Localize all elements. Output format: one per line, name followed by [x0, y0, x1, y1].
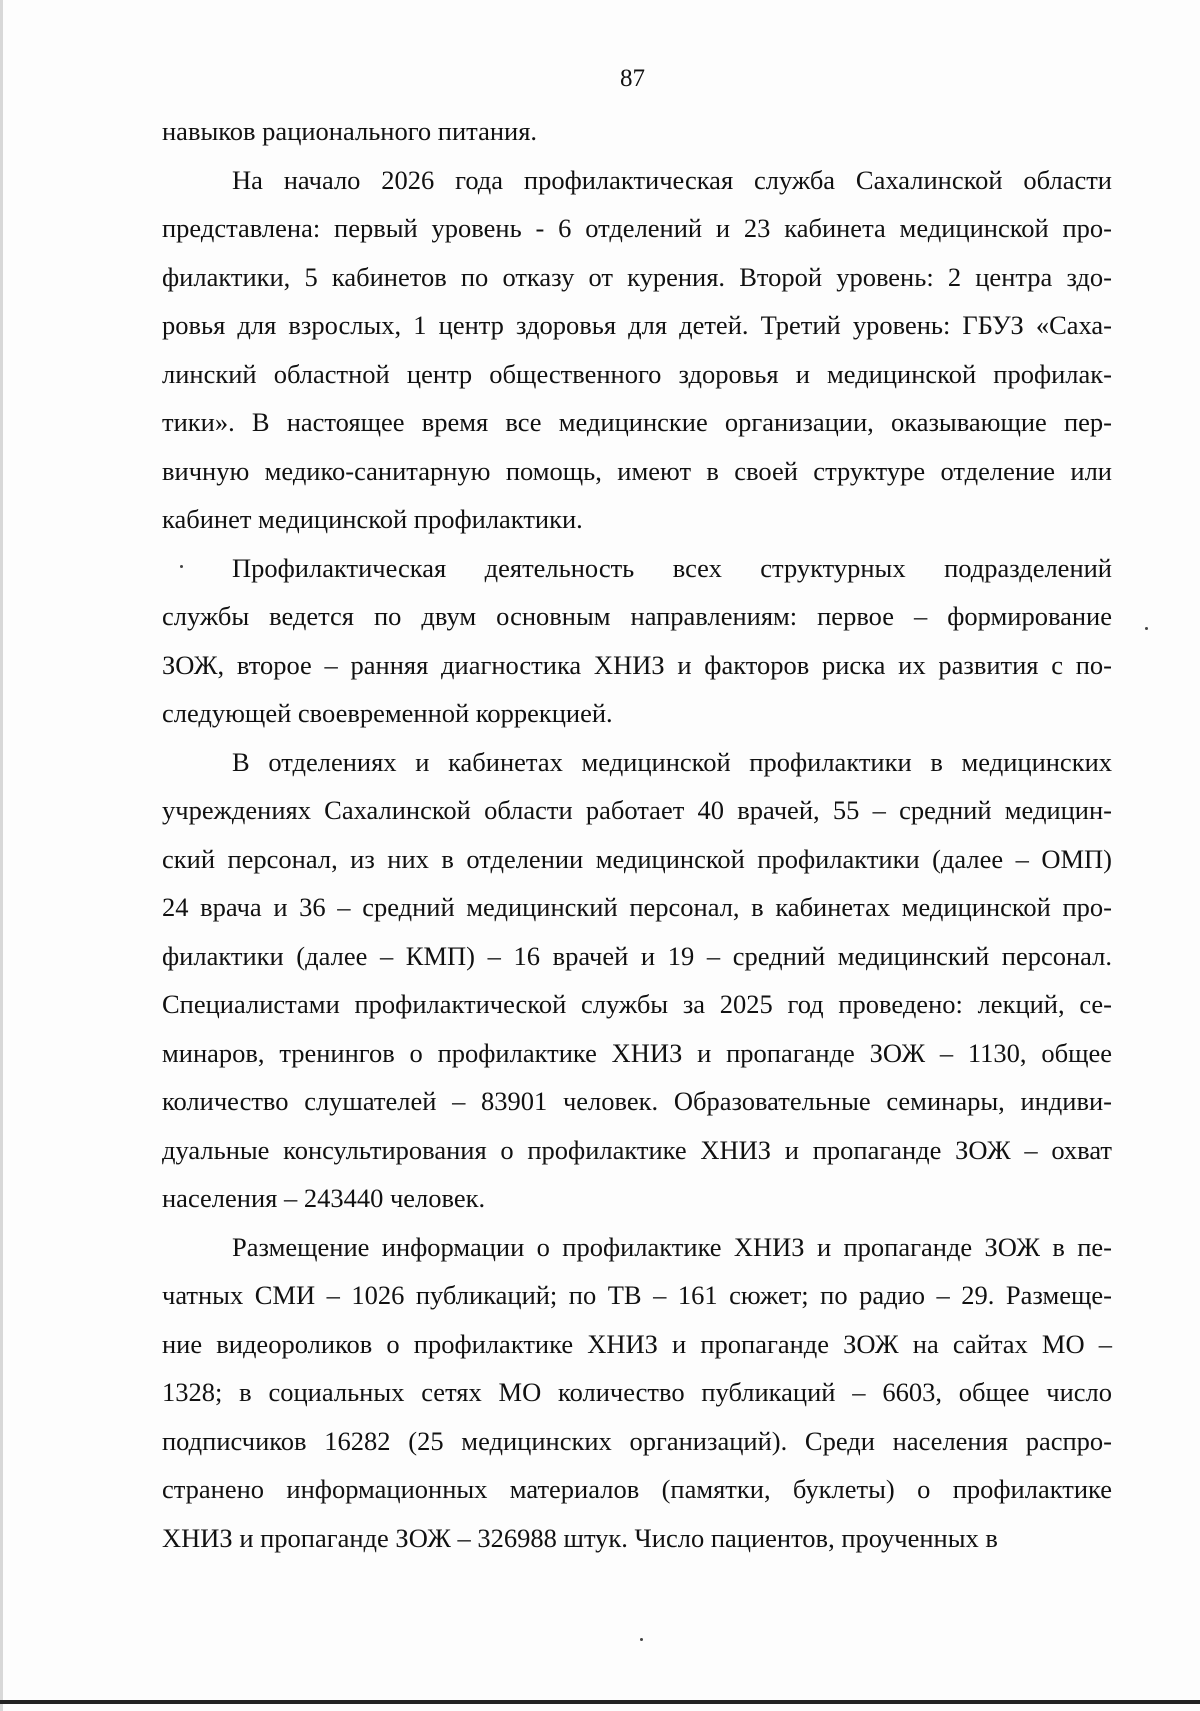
text-line: филактики (далее – КМП) – 16 врачей и 19 – средний медицинский персонал.: [162, 940, 1112, 971]
text-line: ский персонал, из них в отделении медицинской профилактики (далее – ОМП): [162, 843, 1112, 874]
text-line: 1328; в социальных сетях МО количество публикаций – 6603, общее число: [162, 1377, 1112, 1407]
text-line: количество слушателей – 83901 человек. Образовательные семинары, индиви-: [162, 1086, 1112, 1116]
text-line: ЗОЖ, второе – ранняя диагностика ХНИЗ и факторов риска их развития с по-: [162, 649, 1112, 680]
scan-edge-left: [0, 0, 3, 1711]
text-line: ние видеороликов о профилактике ХНИЗ и пропаганде ЗОЖ на сайтах МО –: [162, 1328, 1112, 1359]
text-line: На начало 2026 года профилактическая служба Сахалинской области: [232, 164, 1112, 195]
text-line: Специалистами профилактической службы за 2025 год проведено: лекций, се-: [162, 989, 1112, 1019]
scan-edge-bottom: [0, 1700, 1200, 1704]
body-text: [162, 107, 1112, 1562]
text-line: 24 врача и 36 – средний медицинский персонал, в кабинетах медицинской про-: [162, 892, 1112, 922]
text-line: чатных СМИ – 1026 публикаций; по ТВ – 161 сюжет; по радио – 29. Размеще-: [162, 1280, 1112, 1310]
text-line: следующей своевременной коррекцией.: [162, 698, 613, 728]
text-line: вичную медико-санитарную помощь, имеют в своей структуре отделение или: [162, 455, 1112, 486]
text-line: учреждениях Сахалинской области работает 40 врачей, 55 – средний медицин-: [162, 795, 1112, 825]
text-line: кабинет медицинской профилактики.: [162, 504, 583, 534]
text-line: филактики, 5 кабинетов по отказу от курения. Второй уровень: 2 центра здо-: [162, 261, 1112, 292]
paragraph: [162, 107, 1112, 156]
text-line: представлена: первый уровень - 6 отделений и 23 кабинета медицинской про-: [162, 213, 1112, 243]
text-line: подписчиков 16282 (25 медицинских организаций). Среди населения распро-: [162, 1425, 1112, 1456]
text-line: ХНИЗ и пропаганде ЗОЖ – 326988 штук. Число пациентов, проученных в: [162, 1522, 998, 1553]
scan-speck: [180, 565, 183, 568]
scan-speck: [640, 1638, 643, 1641]
paragraph: [162, 1223, 1112, 1563]
text-line: линский областной центр общественного здоровья и медицинской профилак-: [162, 358, 1112, 389]
paragraph: [162, 156, 1112, 544]
text-line: дуальные консультирования о профилактике ХНИЗ и пропаганде ЗОЖ – охват: [162, 1134, 1112, 1165]
text-line: ровья для взрослых, 1 центр здоровья для детей. Третий уровень: ГБУЗ «Саха-: [162, 310, 1112, 340]
text-line: службы ведется по двум основным направлениям: первое – формирование: [162, 601, 1112, 631]
text-line: минаров, тренингов о профилактике ХНИЗ и пропаганде ЗОЖ – 1130, общее: [162, 1037, 1112, 1068]
text-line: навыков рационального питания.: [162, 116, 538, 146]
scan-speck: [1145, 627, 1148, 630]
text-line: В отделениях и кабинетах медицинской профилактики в медицинских: [232, 746, 1112, 777]
text-line: тики». В настоящее время все медицинские организации, оказывающие пер-: [162, 407, 1112, 437]
paragraph: [162, 738, 1112, 1223]
text-line: Размещение информации о профилактике ХНИЗ и пропаганде ЗОЖ в пе-: [232, 1231, 1112, 1262]
text-line: Профилактическая деятельность всех структурных подразделений: [232, 552, 1112, 583]
text-line: странено информационных материалов (памятки, буклеты) о профилактике: [162, 1474, 1112, 1504]
page-number: 87: [620, 65, 645, 92]
text-line: населения – 243440 человек.: [162, 1183, 486, 1213]
paragraph: [162, 544, 1112, 738]
